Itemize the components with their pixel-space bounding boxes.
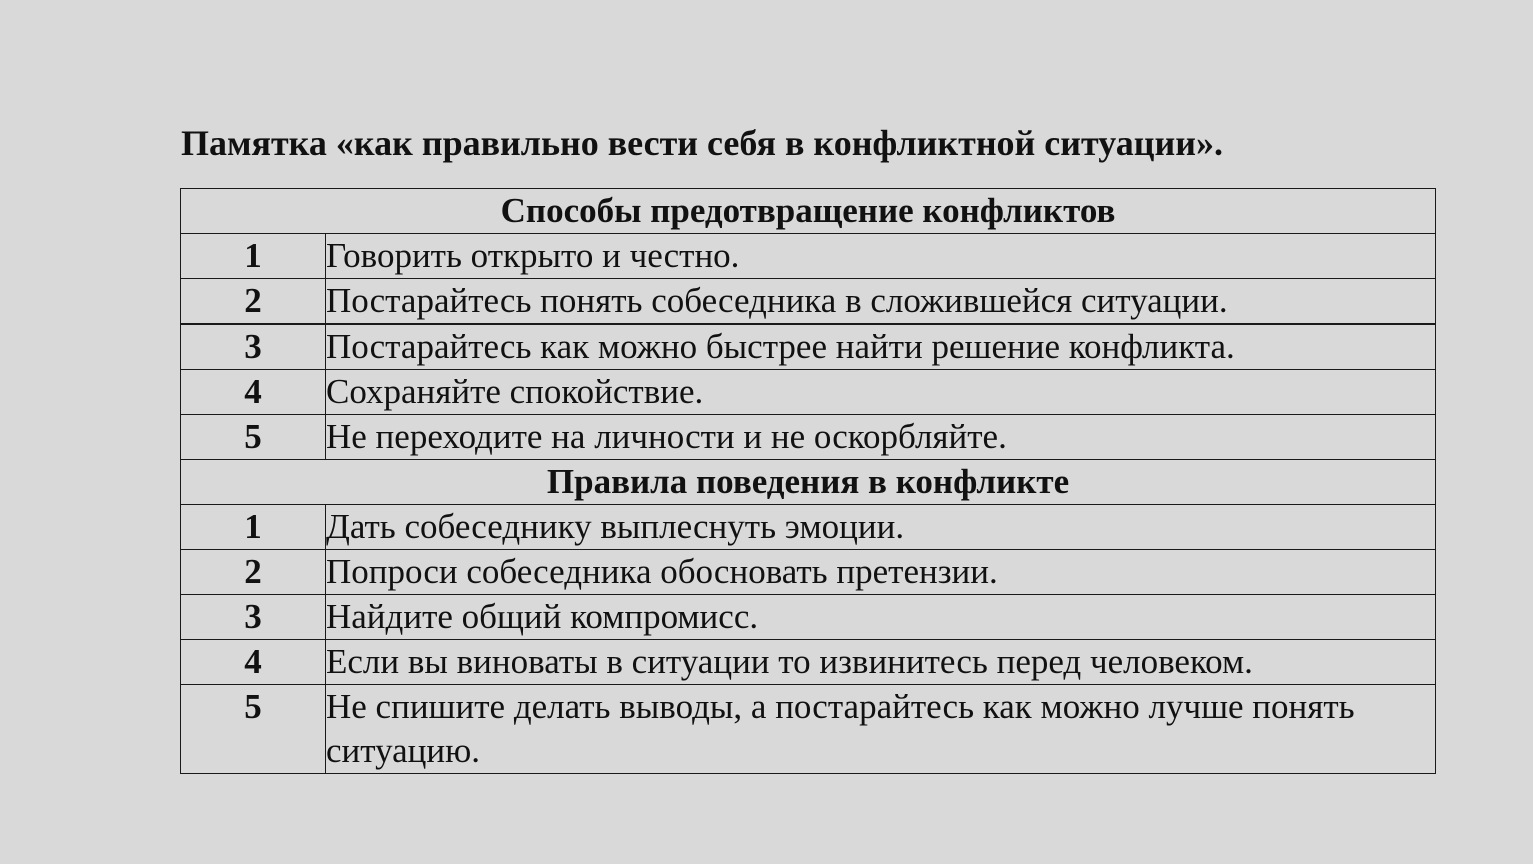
table-row xyxy=(181,640,1436,685)
row-text: Не переходите на личности и не оскорбляйте. xyxy=(326,415,1436,460)
row-number: 1 xyxy=(181,505,326,550)
row-text: Если вы виноваты в ситуации то извинитесь перед человеком. xyxy=(326,640,1436,685)
section-heading-prevention: Способы предотвращение конфликтов xyxy=(181,189,1436,234)
row-number: 5 xyxy=(181,415,326,460)
row-text: Найдите общий компромисс. xyxy=(326,595,1436,640)
row-text: Дать собеседнику выплеснуть эмоции. xyxy=(326,505,1436,550)
table-row xyxy=(181,685,1436,774)
table-row xyxy=(181,415,1436,460)
row-number: 4 xyxy=(181,370,326,415)
row-text: Постарайтесь понять собеседника в сложившейся ситуации. xyxy=(326,279,1436,325)
row-text: Сохраняйте спокойствие. xyxy=(326,370,1436,415)
table-row xyxy=(181,370,1436,415)
table-row xyxy=(181,505,1436,550)
row-number: 4 xyxy=(181,640,326,685)
row-number: 3 xyxy=(181,595,326,640)
section-header-row xyxy=(181,189,1436,234)
page-title: Памятка «как правильно вести себя в конфликтной ситуации». xyxy=(181,123,1223,163)
section-heading-behavior: Правила поведения в конфликте xyxy=(181,460,1436,505)
row-number: 1 xyxy=(181,234,326,279)
table-row xyxy=(181,324,1436,370)
row-text: Постарайтесь как можно быстрее найти решение конфликта. xyxy=(326,324,1436,370)
table-row xyxy=(181,234,1436,279)
row-text: Не спишите делать выводы, а постарайтесь как можно лучше понять ситуацию. xyxy=(326,685,1436,774)
table-row xyxy=(181,595,1436,640)
row-text: Говорить открыто и честно. xyxy=(326,234,1436,279)
row-number: 3 xyxy=(181,324,326,370)
memo-table xyxy=(180,188,1436,774)
row-number: 5 xyxy=(181,685,326,774)
row-number: 2 xyxy=(181,279,326,325)
table-row xyxy=(181,550,1436,595)
table-row xyxy=(181,279,1436,325)
row-text: Попроси собеседника обосновать претензии. xyxy=(326,550,1436,595)
row-number: 2 xyxy=(181,550,326,595)
section-header-row xyxy=(181,460,1436,505)
